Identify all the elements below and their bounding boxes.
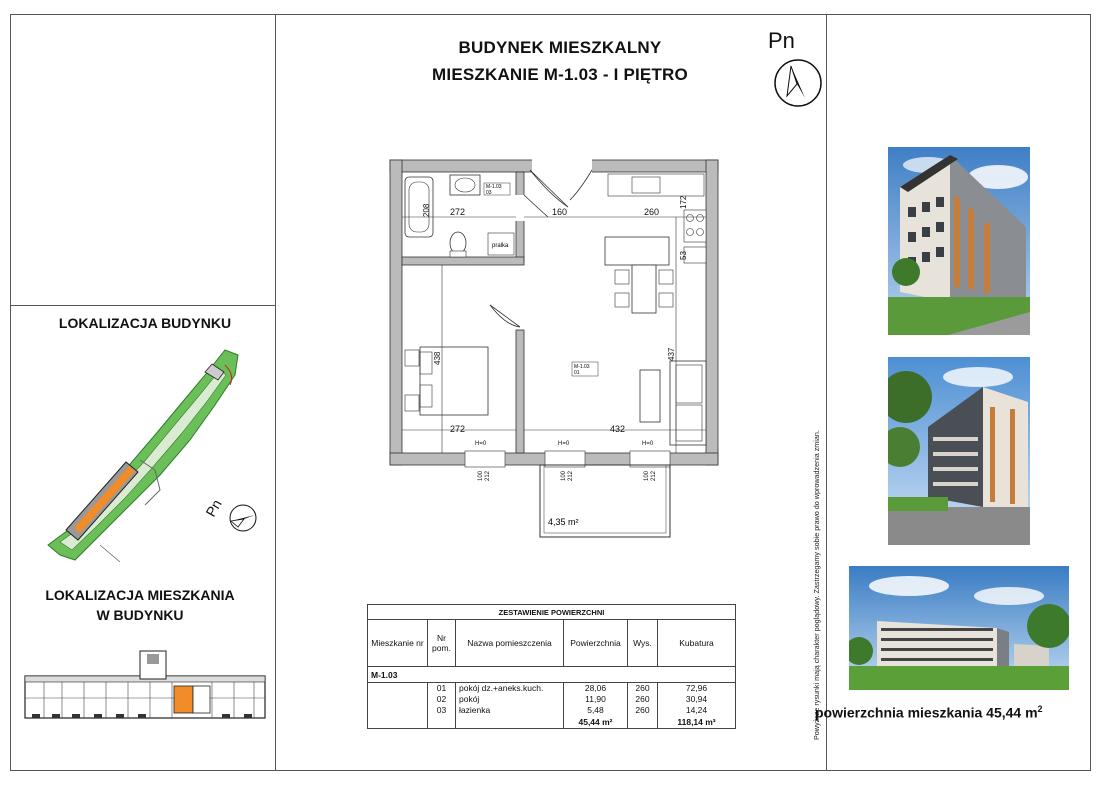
title-line-1: BUDYNEK MIESZKALNY [458, 38, 662, 57]
dim-bath-width: 272 [450, 207, 466, 217]
divider-right [826, 14, 827, 771]
window-dim-2b: 212 [568, 470, 574, 481]
apartment-area-text: powierzchnia mieszkania 45,44 m [815, 704, 1038, 721]
col-room-nr: Nr pom. [428, 620, 456, 667]
window-label-1: H=0 [475, 441, 487, 447]
divider-location [10, 305, 276, 306]
row-3-height: 260 [628, 705, 658, 716]
table-row [368, 694, 736, 705]
col-apartment: Mieszkanie nr [368, 620, 428, 667]
building-render-3 [849, 566, 1069, 690]
apartment-floor-plan [380, 155, 730, 545]
window-dim-3a: 100 [644, 470, 650, 481]
dim-kitchen-width: 260 [644, 207, 660, 217]
window-label-2: H=0 [558, 441, 570, 447]
balcony-area: 4,35 m² [548, 517, 579, 527]
dim-island-gap: 53 [679, 251, 688, 260]
room-tag-03-nr: 03 [486, 190, 492, 196]
apartment-area-superscript: 2 [1037, 704, 1043, 714]
row-1-nr: 01 [428, 683, 456, 695]
dim-living-width: 432 [610, 424, 626, 434]
window-dim-2a: 100 [561, 470, 567, 481]
table-apartment-id: M-1.03 [368, 667, 736, 683]
apartment-area-caption [815, 704, 1043, 721]
north-arrow-icon [773, 58, 823, 108]
apartment-location-heading [20, 585, 260, 625]
col-height: Wys. [628, 620, 658, 667]
dim-hall-width: 160 [552, 207, 568, 217]
row-3-nr: 03 [428, 705, 456, 716]
window-dim-1b: 212 [485, 470, 491, 481]
building-render-1 [888, 147, 1030, 335]
row-3-volume: 14,24 [658, 705, 736, 716]
table-row [368, 683, 736, 695]
row-1-height: 260 [628, 683, 658, 695]
storage-label: pralka [492, 243, 509, 249]
col-volume: Kubatura [658, 620, 736, 667]
area-summary-table [367, 604, 736, 729]
divider-left [275, 14, 276, 771]
north-label-small: Pn [202, 496, 225, 520]
row-2-nr: 02 [428, 694, 456, 705]
dim-bedroom-depth: 438 [433, 351, 442, 365]
north-arrow-small-icon [228, 503, 258, 533]
row-2-volume: 30,94 [658, 694, 736, 705]
row-2-area: 11,90 [564, 694, 628, 705]
table-heading: ZESTAWIENIE POWIERZCHNI [368, 605, 736, 620]
dim-kitchen-depth: 172 [679, 195, 688, 209]
dim-bedroom-width: 272 [450, 424, 466, 434]
apartment-location-heading-line-2: W BUDYNKU [96, 607, 184, 623]
window-dim-1a: 100 [478, 470, 484, 481]
building-floor-plan [22, 648, 267, 723]
col-area: Powierzchnia [564, 620, 628, 667]
row-2-height: 260 [628, 694, 658, 705]
total-area: 45,44 m² [564, 716, 628, 729]
north-label: Pn [768, 28, 795, 53]
room-tag-01-code: M-1.03 [574, 364, 590, 370]
row-1-area: 28,06 [564, 683, 628, 695]
room-tag-01-nr: 01 [574, 370, 580, 376]
window-dim-3b: 212 [651, 470, 657, 481]
dim-living-depth: 437 [667, 347, 676, 361]
row-1-volume: 72,96 [658, 683, 736, 695]
table-total-row [368, 716, 736, 729]
window-label-3: H=0 [642, 441, 654, 447]
room-tag-03-code: M-1.03 [486, 184, 502, 190]
apartment-location-heading-line-1: LOKALIZACJA MIESZKANIA [45, 587, 235, 603]
table-row [368, 705, 736, 716]
disclaimer-text: Powyższe rysunki mają charakter poglądowy. Zastrzegamy sobie prawo do wprowadzenia zmian. [812, 430, 821, 740]
total-volume: 118,14 m³ [658, 716, 736, 729]
row-3-name: łazienka [456, 705, 564, 716]
building-location-heading: LOKALIZACJA BUDYNKU [58, 315, 232, 331]
page-title [370, 34, 750, 88]
row-1-name: pokój dz.+aneks.kuch. [456, 683, 564, 695]
row-3-area: 5,48 [564, 705, 628, 716]
col-room-name: Nazwa pomieszczenia [456, 620, 564, 667]
building-render-2 [888, 357, 1030, 545]
title-line-2: MIESZKANIE M-1.03 - I PIĘTRO [432, 65, 688, 84]
site-plan [40, 330, 260, 580]
row-2-name: pokój [456, 694, 564, 705]
dim-bath-depth: 208 [422, 203, 431, 217]
